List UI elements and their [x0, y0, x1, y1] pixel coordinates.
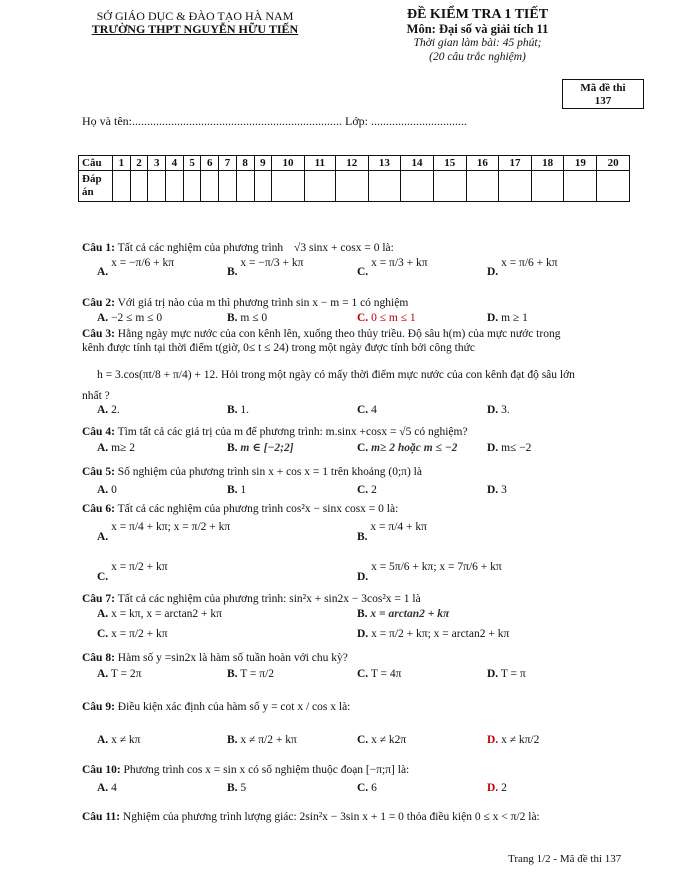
question-3-formula: h = 3.cos(πt/8 + π/4) + 12. Hỏi trong một ngày có mấy thời điểm mực nước của con kênh đạt độ sâu lớn [97, 369, 575, 381]
answer-table-col-4: 4 [166, 156, 184, 171]
exam-code-label: Mã đề thi [580, 82, 626, 94]
header-right [375, 8, 580, 64]
q1-option-c[interactable]: C. x = π/3 + kπ [357, 257, 428, 278]
answer-table-col-10: 10 [272, 156, 305, 171]
exam-code-value: 137 [594, 95, 612, 107]
answer-table-col-16: 16 [466, 156, 499, 171]
question-9: Câu 9: Điều kiện xác định của hàm số y = cot x / cos x là: [82, 701, 351, 713]
q8-option-a[interactable]: A. T = 2π [97, 668, 142, 680]
answer-table-col-3: 3 [148, 156, 166, 171]
exam-code-box [562, 79, 644, 109]
exam-title: ĐỀ KIỂM TRA 1 TIẾT [406, 7, 549, 22]
q9-option-a[interactable]: A. x ≠ kπ [97, 734, 141, 746]
q10-option-c[interactable]: C. 6 [357, 782, 377, 794]
question-expression: √3 sinx + cosx = 0 là: [294, 242, 394, 254]
answer-table-col-1: 1 [113, 156, 131, 171]
q9-option-d[interactable]: D. x ≠ kπ/2 [487, 734, 540, 746]
question-1 [82, 241, 642, 255]
q1-option-d[interactable]: D. x = π/6 + kπ [487, 257, 558, 278]
question-column-label: Câu [79, 156, 113, 171]
q4-option-b[interactable]: B. m ∈ [−2;2] [227, 442, 294, 454]
question-text: Tất cả các nghiệm của phương trình [117, 242, 284, 254]
q6-option-d[interactable]: D. x = 5π/6 + kπ; x = 7π/6 + kπ [357, 561, 502, 583]
q5-option-d[interactable]: D. 3 [487, 484, 507, 496]
question-4: Câu 4: Tìm tất cả các giá trị của m để phương trình: m.sinx +cosx = √5 có nghiệm? [82, 426, 468, 438]
question-2: Câu 2: Với giá trị nào của m thì phương trình sin x − m = 1 có nghiệm [82, 297, 409, 309]
answer-cell-14[interactable] [401, 171, 434, 202]
subject: Môn: Đại số và giải tích 11 [406, 22, 549, 36]
q3-option-c[interactable]: C. 4 [357, 404, 377, 416]
question-3: Câu 3: Hằng ngày mực nước của con kênh lên, xuống theo thủy triều. Độ sâu h(m) của mực nước trong kênh được tính tại thời điểm t(giờ, 0≤ t ≤ 24) trong một ngày được tính bởi công thức [82, 328, 561, 354]
q9-option-b[interactable]: B. x ≠ π/2 + kπ [227, 734, 297, 746]
answer-cell-18[interactable] [531, 171, 564, 202]
q7-option-c[interactable]: C. x = π/2 + kπ [97, 628, 168, 640]
q6-option-c[interactable]: C. x = π/2 + kπ [97, 561, 168, 583]
answer-table-col-15: 15 [433, 156, 466, 171]
answer-cell-9[interactable] [254, 171, 272, 202]
q7-option-b[interactable]: B. x = arctan2 + kπ [357, 608, 450, 620]
q2-option-c[interactable]: C. 0 ≤ m ≤ 1 [357, 312, 416, 324]
answer-cell-4[interactable] [166, 171, 184, 202]
question-3-end: nhất ? [82, 390, 110, 402]
student-line [82, 114, 467, 129]
q5-option-a[interactable]: A. 0 [97, 484, 117, 496]
header-left [60, 10, 330, 36]
q2-option-d[interactable]: D. m ≥ 1 [487, 312, 528, 324]
answer-row-label: Đáp án [79, 171, 113, 202]
q4-option-a[interactable]: A. m≥ 2 [97, 442, 135, 454]
q8-option-b[interactable]: B. T = π/2 [227, 668, 275, 680]
answer-cell-10[interactable] [272, 171, 305, 202]
name-label: Họ và tên: [82, 114, 132, 128]
answer-cell-6[interactable] [201, 171, 219, 202]
q8-option-d[interactable]: D. T = π [487, 668, 526, 680]
q6-option-a[interactable]: A. x = π/4 + kπ; x = π/2 + kπ [97, 521, 231, 543]
q8-option-c[interactable]: C. T = 4π [357, 668, 402, 680]
answer-table-col-7: 7 [219, 156, 237, 171]
page-footer: Trang 1/2 - Mã đề thi 137 [508, 853, 622, 865]
answer-table-col-12: 12 [335, 156, 368, 171]
q3-option-b[interactable]: B. 1. [227, 404, 250, 416]
question-count: (20 câu trắc nghiệm) [429, 51, 526, 63]
q3-option-a[interactable]: A. 2. [97, 404, 120, 416]
answer-cell-3[interactable] [148, 171, 166, 202]
answer-cell-15[interactable] [433, 171, 466, 202]
q2-option-b[interactable]: B. m ≤ 0 [227, 312, 268, 324]
question-6: Câu 6: Tất cả các nghiệm của phương trình cos²x − sinx cosx = 0 là: [82, 503, 399, 515]
name-field[interactable]: ...................................................................... [132, 114, 342, 128]
exam-time: Thời gian làm bài: 45 phút; [413, 37, 542, 49]
answer-cell-8[interactable] [236, 171, 254, 202]
q1-option-b[interactable]: B. x = −π/3 + kπ [227, 257, 304, 278]
answer-cell-12[interactable] [335, 171, 368, 202]
answer-cell-16[interactable] [466, 171, 499, 202]
answer-table-col-13: 13 [368, 156, 401, 171]
answer-cell-17[interactable] [499, 171, 532, 202]
q5-option-b[interactable]: B. 1 [227, 484, 247, 496]
answer-table-col-20: 20 [597, 156, 630, 171]
q10-option-a[interactable]: A. 4 [97, 782, 117, 794]
q10-option-d[interactable]: D. 2 [487, 782, 507, 794]
answer-cell-2[interactable] [130, 171, 148, 202]
question-10: Câu 10: Phương trình cos x = sin x có số nghiệm thuộc đoạn [−π;π] là: [82, 764, 410, 776]
q4-option-c[interactable]: C. m≥ 2 hoặc m ≤ −2 [357, 442, 458, 454]
answer-table-col-8: 8 [236, 156, 254, 171]
answer-cell-5[interactable] [183, 171, 201, 202]
q4-option-d[interactable]: D. m≤ −2 [487, 442, 532, 454]
answer-table-col-17: 17 [499, 156, 532, 171]
answer-table-col-6: 6 [201, 156, 219, 171]
answer-cell-20[interactable] [597, 171, 630, 202]
question-11: Câu 11: Nghiệm của phương trình lượng giác: 2sin²x − 3sin x + 1 = 0 thỏa điều kiện 0 ≤ x < π/2 là: [82, 811, 540, 823]
class-field[interactable]: ................................ [371, 114, 468, 128]
question-8: Câu 8: Hàm số y =sin2x là hàm số tuần hoàn với chu kỳ? [82, 652, 348, 664]
q7-option-d[interactable]: D. x = π/2 + kπ; x = arctan2 + kπ [357, 628, 510, 640]
q5-option-c[interactable]: C. 2 [357, 484, 377, 496]
q3-option-d[interactable]: D. 3. [487, 404, 510, 416]
school-name: TRƯỜNG THPT NGUYỄN HỮU TIẾN [91, 22, 299, 36]
answer-cell-13[interactable] [368, 171, 401, 202]
q6-option-b[interactable]: B. x = π/4 + kπ [357, 521, 427, 543]
q9-option-c[interactable]: C. x ≠ k2π [357, 734, 407, 746]
answer-table-header-row [79, 156, 630, 171]
answer-table-col-19: 19 [564, 156, 597, 171]
q1-option-a[interactable]: A. x = −π/6 + kπ [97, 257, 175, 278]
question-5: Câu 5: Số nghiệm của phương trình sin x + cos x = 1 trên khoảng (0;π) là [82, 466, 422, 478]
answer-table-answer-row [79, 171, 630, 202]
answer-table-col-18: 18 [531, 156, 564, 171]
class-label: Lớp: [345, 114, 369, 128]
q2-option-a[interactable]: A. −2 ≤ m ≤ 0 [97, 312, 163, 324]
answer-cell-7[interactable] [219, 171, 237, 202]
q7-option-a[interactable]: A. x = kπ, x = arctan2 + kπ [97, 608, 222, 620]
answer-table-col-5: 5 [183, 156, 201, 171]
answer-cell-11[interactable] [304, 171, 335, 202]
answer-table-col-11: 11 [304, 156, 335, 171]
answer-table-col-9: 9 [254, 156, 272, 171]
q10-option-b[interactable]: B. 5 [227, 782, 247, 794]
answer-table-col-14: 14 [401, 156, 434, 171]
department-name: SỞ GIÁO DỤC & ĐÀO TẠO HÀ NAM [96, 9, 294, 23]
question-label: Câu 1: [82, 242, 115, 254]
answer-table-col-2: 2 [130, 156, 148, 171]
answer-cell-19[interactable] [564, 171, 597, 202]
question-7: Câu 7: Tất cả các nghiệm của phương trình: sin²x + sin2x − 3cos²x = 1 là [82, 593, 421, 605]
answer-cell-1[interactable] [113, 171, 131, 202]
answer-table [78, 155, 630, 202]
